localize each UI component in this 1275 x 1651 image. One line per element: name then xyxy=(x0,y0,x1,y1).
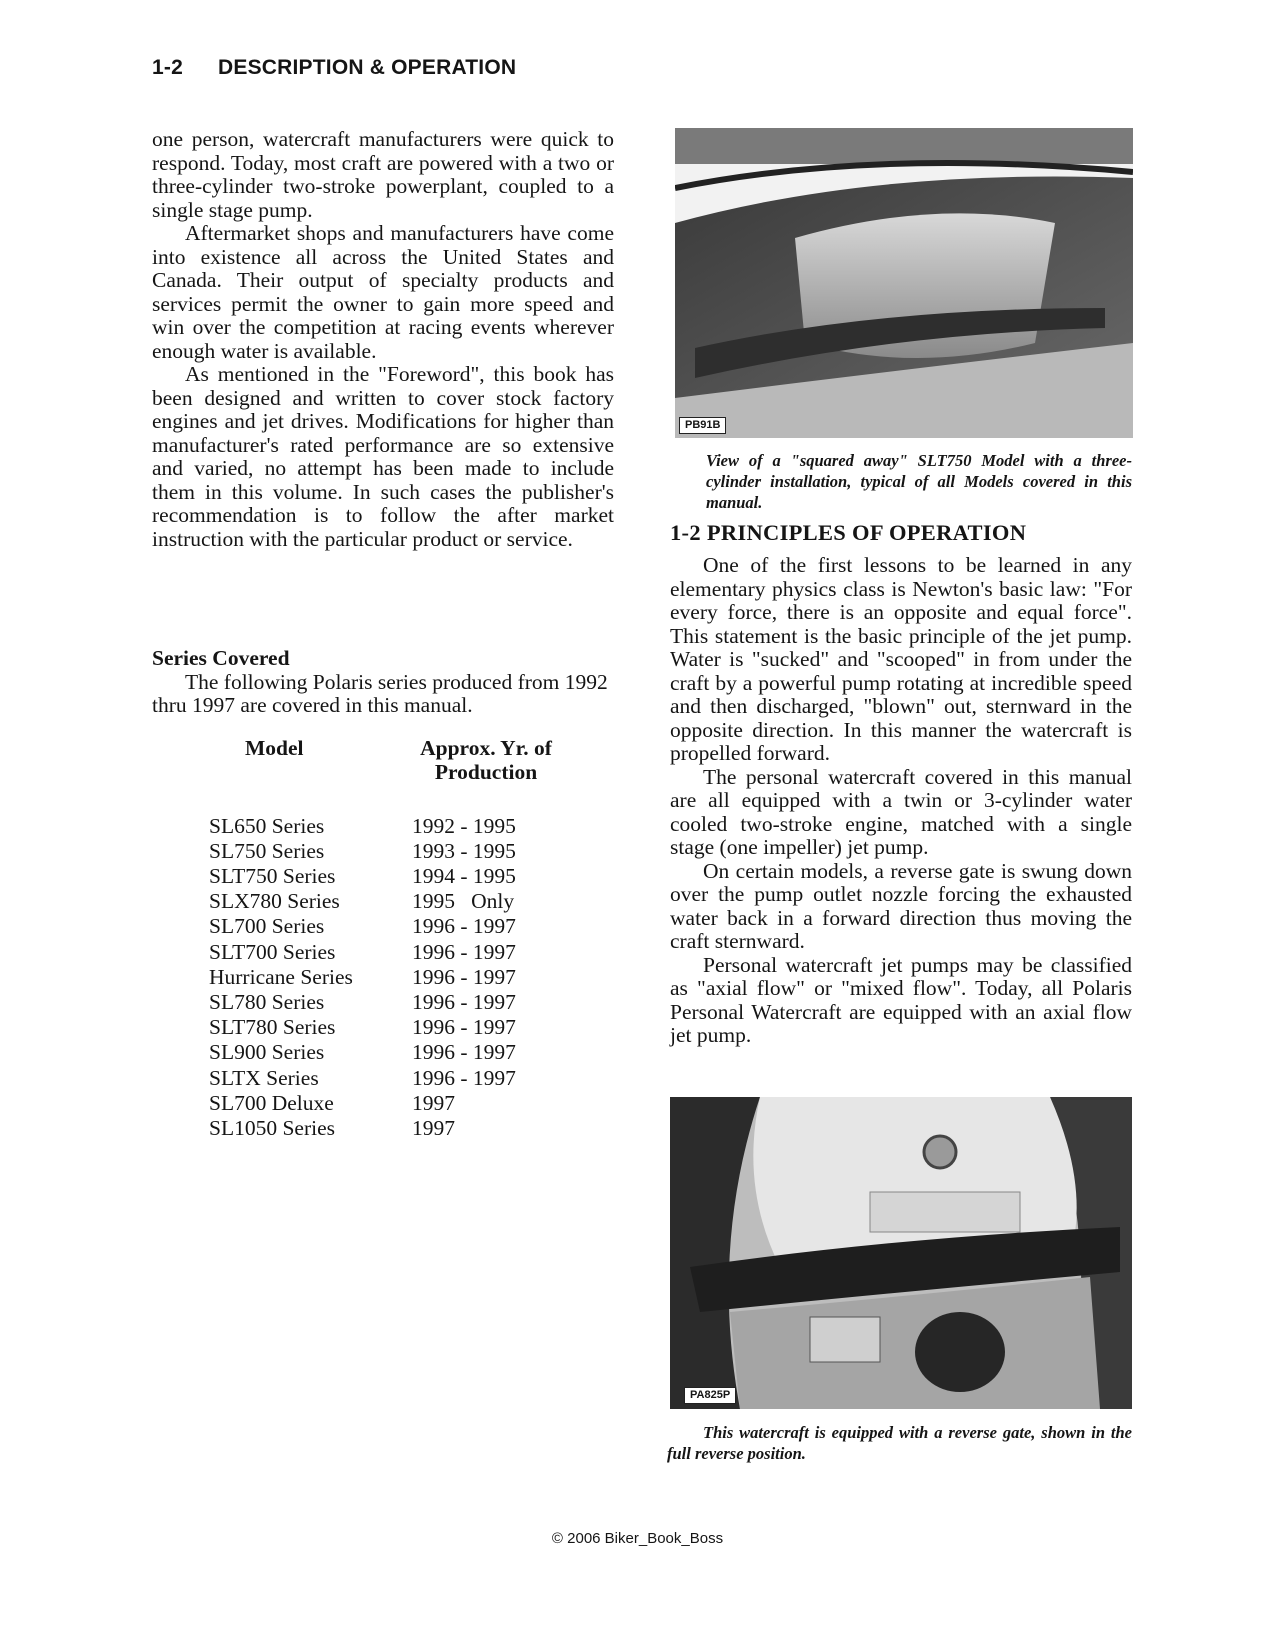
photo-caption-container xyxy=(667,1422,1132,1464)
body-paragraph: The personal watercraft covered in this manual are all equipped with a twin or 3-cylinder water cooled two-stroke engine, matched with a single stage (one impeller) jet pump. xyxy=(670,764,1132,859)
model-cell: SL1050 Series xyxy=(209,1115,336,1140)
table-row xyxy=(209,1015,560,1040)
footer-copyright: © 2006 Biker_Book_Boss xyxy=(551,1530,724,1547)
years-cell: 1992 - 1995 xyxy=(412,813,516,838)
watercraft-photo-illustration xyxy=(670,1097,1132,1409)
years-cell: 1996 - 1997 xyxy=(412,1065,516,1090)
engine-compartment-photo xyxy=(675,128,1133,438)
principles-heading: 1-2 PRINCIPLES OF OPERATION xyxy=(670,520,1027,545)
body-paragraph: One of the first lessons to be learned in any elementary physics class is Newton's basic law: "For every force, there is an opposite and equal force". This statement is the basic principle of the jet pump. Water is "sucked" and "scooped" in from under the craft by a powerful pump rotating at incredible speed and then discharged, "blown" out, sternward in the opposite direction. In this manner the watercraft is propelled forward. xyxy=(670,553,1132,765)
body-paragraph: Personal watercraft jet pumps may be classified as "axial flow" or "mixed flow". Today, all Polaris Personal Watercraft are equipped with an axial flow jet pump. xyxy=(670,952,1132,1047)
engine-photo-illustration xyxy=(675,128,1133,438)
model-cell: SL750 Series xyxy=(209,838,325,863)
body-paragraph: one person, watercraft manufacturers were quick to respond. Today, most craft are powered with a two or three-cylinder two-stroke powerplant, coupled to a single stage pump. xyxy=(152,127,614,222)
series-intro: The following Polaris series produced from 1992 thru 1997 are covered in this manual. xyxy=(152,669,608,717)
body-paragraph: As mentioned in the "Foreword", this book has been designed and written to cover stock factory engines and jet drives. Modifications for higher than manufacturer's rated performance are so extensive and varied, no attempt has been made to include them in this volume. In such cases the publisher's recommendation is to follow the after market instruction with the particular product or service. xyxy=(152,362,614,551)
model-cell: SLX780 Series xyxy=(209,889,340,914)
model-cell: SLT750 Series xyxy=(209,863,336,888)
table-row xyxy=(209,965,560,990)
left-column xyxy=(152,128,614,1141)
years-cell: 1997 xyxy=(412,1090,455,1115)
series-covered-heading: Series Covered xyxy=(152,646,290,670)
reverse-gate-photo xyxy=(670,1097,1132,1409)
table-row xyxy=(209,940,560,965)
table-row xyxy=(209,1040,560,1065)
table-row xyxy=(209,864,560,889)
model-cell: SL650 Series xyxy=(209,813,325,838)
table-row xyxy=(209,889,560,914)
model-cell: Hurricane Series xyxy=(209,964,353,989)
table-header-year: Approx. Yr. of Production xyxy=(420,735,552,784)
page-header xyxy=(152,56,516,80)
model-cell: SL700 Deluxe xyxy=(209,1090,334,1115)
table-row xyxy=(209,814,560,839)
years-cell: 1995 Only xyxy=(412,889,515,914)
years-cell: 1997 xyxy=(412,1115,455,1140)
years-cell: 1996 - 1997 xyxy=(412,914,516,939)
years-cell: 1996 - 1997 xyxy=(412,989,516,1014)
table-row xyxy=(209,1091,560,1116)
page-number: 1-2 xyxy=(152,56,183,79)
model-cell: SL700 Series xyxy=(209,914,325,939)
years-cell: 1996 - 1997 xyxy=(412,1015,516,1040)
photo-caption: View of a "squared away" SLT750 Model with a three-cylinder installation, typical of all Models covered in this manual. xyxy=(706,451,1132,512)
body-paragraph: On certain models, a reverse gate is swung down over the pump outlet nozzle forcing the exhausted water back in a forward direction thus moving the craft sternward. xyxy=(670,858,1132,953)
model-cell: SLTX Series xyxy=(209,1065,319,1090)
model-cell: SLT780 Series xyxy=(209,1015,336,1040)
table-row xyxy=(209,990,560,1015)
model-cell: SL900 Series xyxy=(209,1040,325,1065)
model-cell: SL780 Series xyxy=(209,989,325,1014)
section-title: DESCRIPTION & OPERATION xyxy=(218,56,517,79)
right-column-text xyxy=(670,554,1132,1048)
table-row xyxy=(209,1116,560,1141)
model-cell: SLT700 Series xyxy=(209,939,336,964)
years-cell: 1993 - 1995 xyxy=(412,838,516,863)
photo-tag: PA825P xyxy=(684,1387,736,1404)
body-paragraph: Aftermarket shops and manufacturers have come into existence all across the United States and Canada. Their output of specialty products and services permit the owner to gain more speed and win over the competition at racing events wherever enough water is available. xyxy=(152,221,614,363)
table-header-model: Model xyxy=(245,735,304,760)
photo-tag: PB91B xyxy=(679,417,726,434)
series-table xyxy=(209,736,560,1142)
years-cell: 1996 - 1997 xyxy=(412,939,516,964)
table-row xyxy=(209,914,560,939)
table-row xyxy=(209,839,560,864)
photo-caption: This watercraft is equipped with a reverse gate, shown in the full reverse position. xyxy=(667,1423,1132,1463)
years-cell: 1996 - 1997 xyxy=(412,964,516,989)
years-cell: 1996 - 1997 xyxy=(412,1040,516,1065)
photo-caption-container xyxy=(706,450,1132,513)
table-row xyxy=(209,1066,560,1091)
years-cell: 1994 - 1995 xyxy=(412,863,516,888)
